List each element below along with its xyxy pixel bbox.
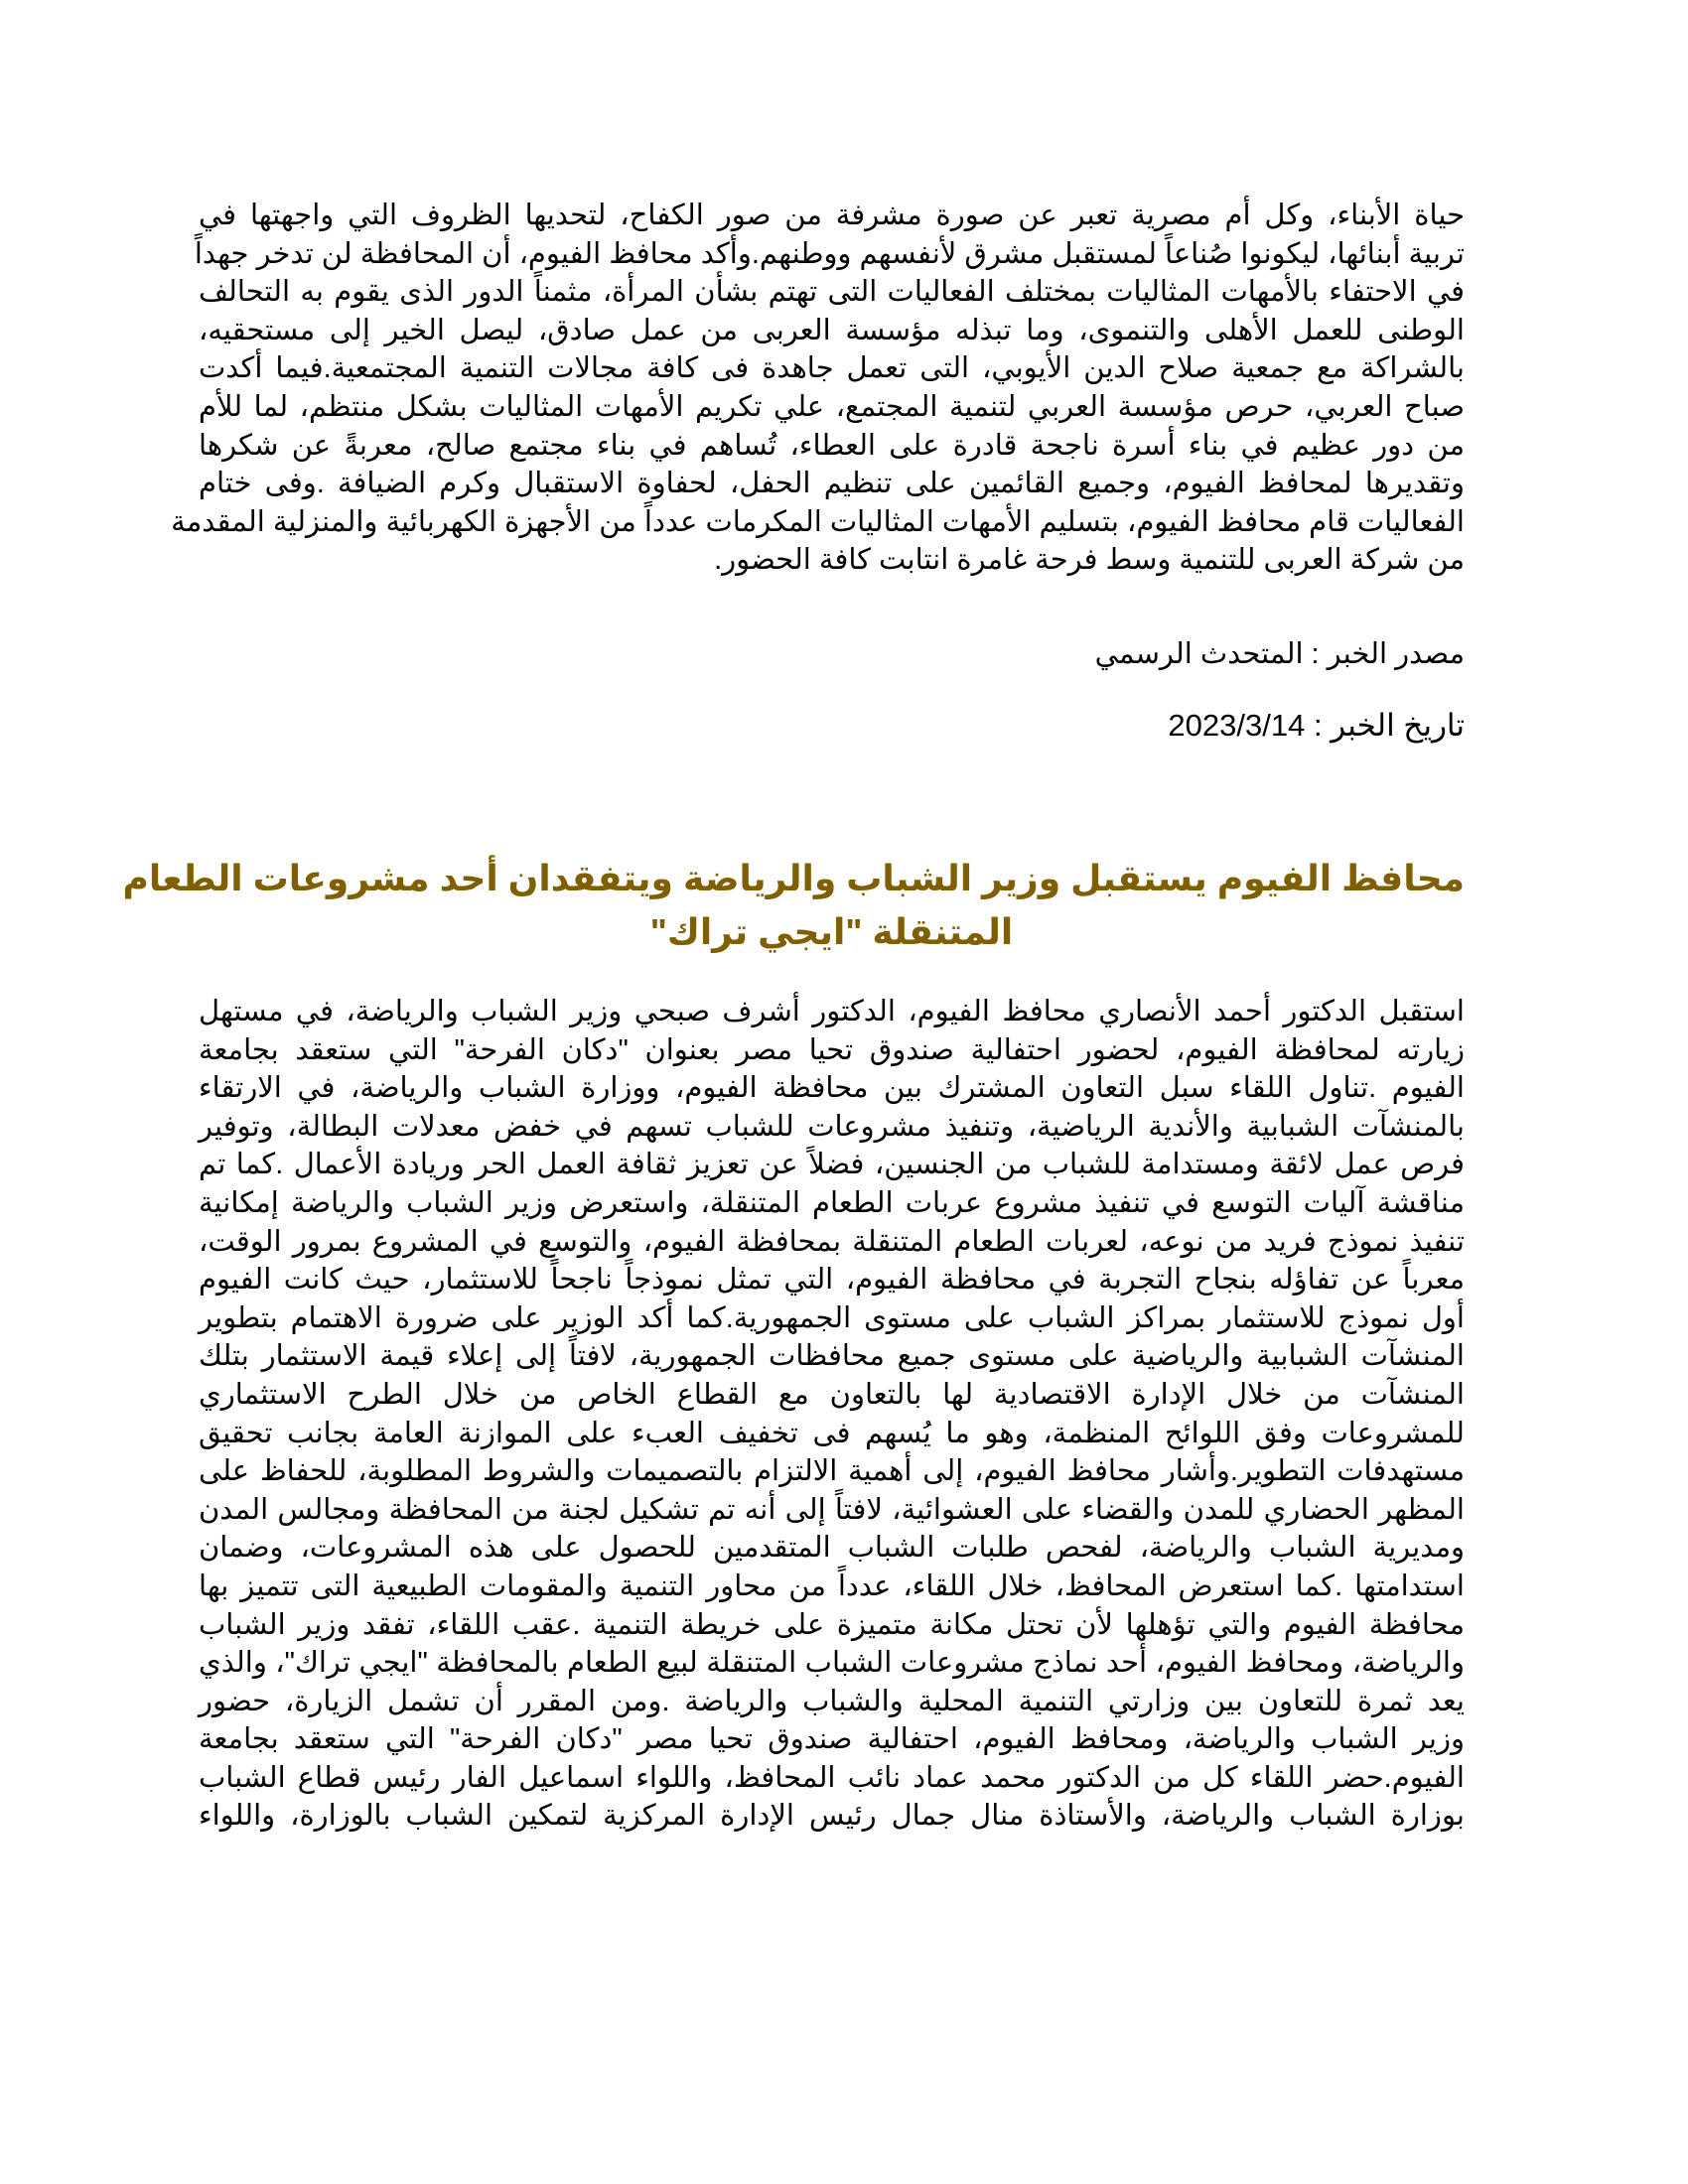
article2-line: المظهر الحضاري للمدن والقضاء على العشوائية، لافتاً إلى أنه تم تشكيل لجنة من المحافظة ومجالس المدن <box>199 1493 1465 1526</box>
article2-line: تنفيذ نموذج فريد من نوعه، لعربات الطعام المتنقلة بمحافظة الفيوم، والتوسع في المشروع بمرور الوقت، <box>199 1225 1465 1258</box>
article2-line: مناقشة آليات التوسع في تنفيذ مشروع عربات الطعام المتنقلة، واستعرض وزير الشباب والرياضة إمكانية <box>199 1186 1465 1219</box>
article2-line: بالمنشآت الشبابية والأندية الرياضية، وتنفيذ مشروعات للشباب تسهم في خفض معدلات البطالة، وتوفير <box>199 1110 1465 1143</box>
news-source: مصدر الخبر : المتحدث الرسمي <box>1094 638 1465 670</box>
article1-line: بالشراكة مع جمعية صلاح الدين الأيوبي، التى تعمل جاهدة فى كافة مجالات التنمية المجتمعية.فيما أكدت <box>199 352 1465 385</box>
article2-line: استقبل الدكتور أحمد الأنصاري محافظ الفيوم، الدكتور أشرف صبحي وزير الشباب والرياضة، في مستهل <box>199 996 1465 1027</box>
article2-line: مستهدفات التطوير.وأشار محافظ الفيوم، إلى أهمية الالتزام بالتصميمات والشروط المطلوبة، للحفاظ على <box>199 1455 1465 1488</box>
news-date <box>1168 707 1465 745</box>
article1-body <box>171 197 1465 580</box>
news-date-label: تاريخ الخبر : <box>1313 708 1465 743</box>
article2-line: استدامتها .كما استعرض المحافظ، خلال اللقاء، عدداً من محاور التنمية والمقومات الطبيعية التى تتميز بها <box>199 1570 1465 1602</box>
article2-line: محافظة الفيوم والتي تؤهلها لأن تحتل مكانة متميزة على خريطة التنمية .عقب اللقاء، تفقد وزير الشباب <box>199 1608 1465 1641</box>
article2-line: والرياضة، ومحافظ الفيوم، أحد نماذج مشروعات الشباب المتنقلة لبيع الطعام بالمحافظة "ايجي تراك"، والذي <box>199 1647 1465 1680</box>
article1-line: من شركة العربى للتنمية وسط فرحة غامرة انتابت كافة الحضور. <box>714 544 1465 577</box>
article2-title-line: محافظ الفيوم يستقبل وزير الشباب والرياضة ويتفقدان أحد مشروعات الطعام <box>122 858 1465 898</box>
article2-line: بوزارة الشباب والرياضة، والأستاذة منال جمال رئيس الإدارة المركزية لتمكين الشباب بالوزارة، واللواء <box>199 1800 1465 1833</box>
article1-line: من دور عظيم في بناء أسرة ناجحة قادرة على العطاء، تُساهم في بناء مجتمع صالح، معربةً عن شكرها <box>199 429 1465 462</box>
article1-line: في الاحتفاء بالأمهات المثاليات بمختلف الفعاليات التى تهتم بشأن المرأة، مثمناً الدور الذى يقوم به التحالف <box>199 276 1465 309</box>
article2-line: الفيوم .تناول اللقاء سبل التعاون المشترك بين محافظة الفيوم، ووزارة الشباب والرياضة، في الارتقاء <box>199 1072 1465 1105</box>
article2-line: زيارته لمحافظة الفيوم، لحضور احتفالية صندوق تحيا مصر بعنوان "دكان الفرحة" التي ستعقد بجامعة <box>199 1033 1465 1066</box>
article1-line: وتقديرها لمحافظ الفيوم، وجميع القائمين على تنظيم الحفل، لحفاوة الاستقبال وكرم الضيافة .وفى ختام <box>199 468 1465 500</box>
article2-line: ومديرية الشباب والرياضة، لفحص طلبات الشباب المتقدمين للحصول على هذه المشروعات، وضمان <box>199 1532 1465 1565</box>
article1-line: صباح العربي، حرص مؤسسة العربي لتنمية المجتمع، علي تكريم الأمهات المثاليات بشكل منتظم، لما للأم <box>199 390 1465 423</box>
article1-line: الوطنى للعمل الأهلى والتنموى، وما تبذله مؤسسة العربى من عمل صادق، ليصل الخير إلى مستحقيه، <box>199 314 1465 346</box>
article2-line: أول نموذج للاستثمار بمراكز الشباب على مستوى الجمهورية.كما أكد الوزير على ضرورة الاهتمام بتطوير <box>199 1301 1465 1334</box>
article1-line: تربية أبنائها، ليكونوا صُناعاً لمستقبل مشرق لأنفسهم ووطنهم.وأكد محافظ الفيوم، أن المحافظة لن تدخر جهداً <box>194 237 1465 270</box>
article2-title-line: المتنقلة "ايجي تراك" <box>649 911 1014 952</box>
article2-line: فرص عمل لائقة ومستدامة للشباب من الجنسين، فضلاً عن تعزيز ثقافة العمل الحر وريادة الأعمال .كما تم <box>199 1149 1465 1181</box>
article1-line: حياة الأبناء، وكل أم مصرية تعبر عن صورة مشرفة من صور الكفاح، لتحديها الظروف التي واجهتها في <box>199 200 1465 231</box>
article2-line: معرباً عن تفاؤله بنجاح التجربة في محافظة الفيوم، التي تمثل نموذجاً ناجحاً للاستثمار، حيث كانت الفيوم <box>199 1264 1465 1297</box>
article2-line: المنشآت الشبابية والرياضية على مستوى جميع محافظات الجمهورية، لافتاً إلى إعلاء قيمة الاستثمار بتلك <box>199 1340 1465 1373</box>
article2-body <box>199 993 1465 1836</box>
article2-line: للمشروعات وفق اللوائح المنظمة، وهو ما يُسهم فى تخفيف العبء على الموازنة العامة بجانب تحقيق <box>199 1417 1465 1449</box>
article2-line: يعد ثمرة للتعاون بين وزارتي التنمية المحلية والشباب والرياضة .ومن المقرر أن تشمل الزيارة، حضور <box>199 1685 1465 1717</box>
article2-title <box>122 852 1465 959</box>
news-date-value: 2023/3/14 <box>1168 708 1306 743</box>
article2-line: المنشآت من خلال الإدارة الاقتصادية لها بالتعاون مع القطاع الخاص من خلال الطرح الاستثماري <box>199 1378 1465 1411</box>
article2-line: الفيوم.حضر اللقاء كل من الدكتور محمد عماد نائب المحافظ، واللواء اسماعيل الفار رئيس قطاع الشباب <box>199 1761 1465 1794</box>
article1-line: الفعاليات قام محافظ الفيوم، بتسليم الأمهات المثاليات المكرمات عدداً من الأجهزة الكهربائية والمنزلية المقدمة <box>171 505 1465 538</box>
article2-line: وزير الشباب والرياضة، ومحافظ الفيوم، احتفالية صندوق تحيا مصر "دكان الفرحة" التي ستعقد بجامعة <box>199 1723 1465 1756</box>
